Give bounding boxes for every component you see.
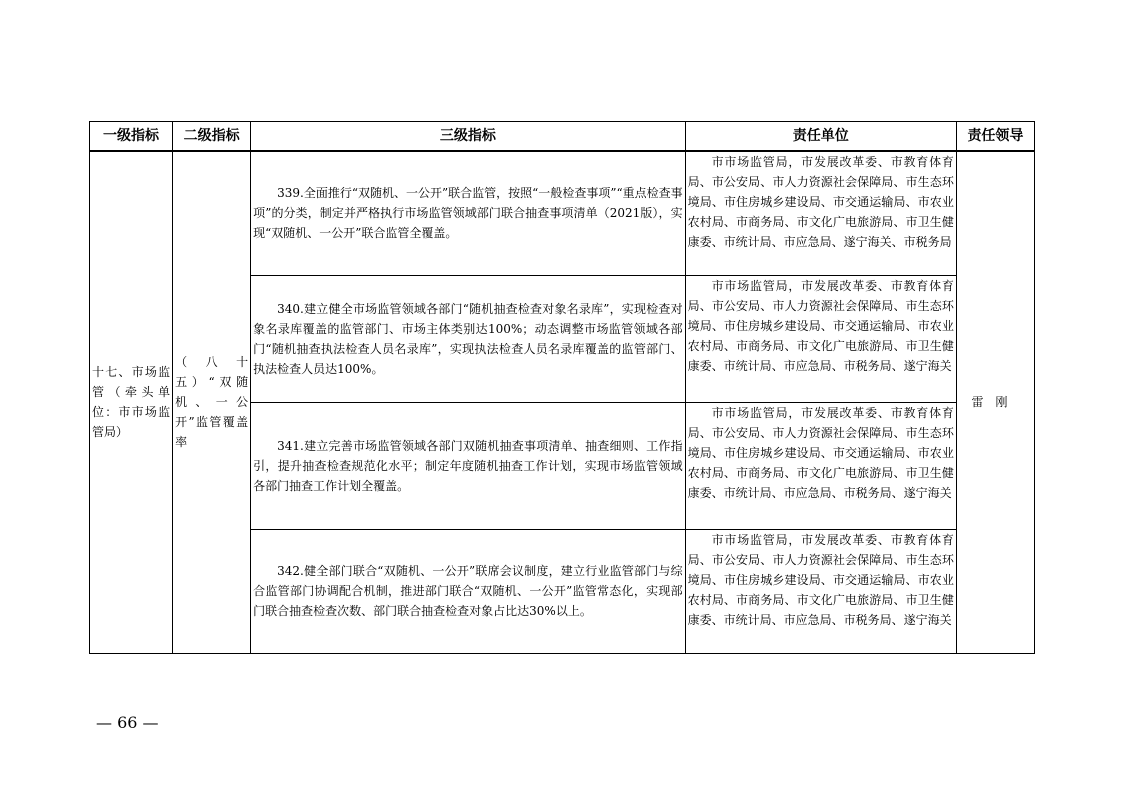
- header-responsible-leader: 责任领导: [956, 122, 1034, 152]
- level1-indicator: 十七、市场监管（牵头单位：市市场监管局）: [90, 151, 173, 653]
- level3-indicator: 342.健全部门联合“双随机、一公开”联席会议制度，建立行业监管部门与综合监管部门协调配合机制，推进部门联合“双随机、一公开”监管常态化，实现部门联合抽查检查次数、部门联合抽查检查对象占比达30%以上。: [251, 529, 685, 653]
- table-header-row: [90, 122, 1035, 152]
- header-responsible-unit: 责任单位: [685, 122, 956, 152]
- header-level3: 三级指标: [251, 122, 685, 152]
- responsible-units: 市市场监管局，市发展改革委、市教育体育局、市公安局、市人力资源社会保障局、市生态环境局、市住房城乡建设局、市交通运输局、市农业农村局、市商务局、市文化广电旅游局、市卫生健康委、市统计局、市应急局、市税务局、遂宁海关: [685, 275, 956, 402]
- level3-indicator: 339.全面推行“双随机、一公开”联合监管，按照“一般检查事项”“重点检查事项”的分类，制定并严格执行市场监管领域部门联合抽查事项清单（2021版），实现“双随机、一公开”联合监管全覆盖。: [251, 151, 685, 275]
- responsible-leader: 雷刚: [956, 151, 1034, 653]
- responsible-units: 市市场监管局，市发展改革委、市教育体育局、市公安局、市人力资源社会保障局、市生态环境局、市住房城乡建设局、市交通运输局、市农业农村局、市商务局、市文化广电旅游局、市卫生健康委、市统计局、市应急局、遂宁海关、市税务局: [685, 151, 956, 275]
- header-level1: 一级指标: [90, 122, 173, 152]
- level3-indicator: 341.建立完善市场监管领域各部门双随机抽查事项清单、抽查细则、工作指引，提升抽查检查规范化水平；制定年度随机抽查工作计划，实现市场监管领域各部门抽查工作计划全覆盖。: [251, 402, 685, 529]
- responsible-units: 市市场监管局，市发展改革委、市教育体育局、市公安局、市人力资源社会保障局、市生态环境局、市住房城乡建设局、市交通运输局、市农业农村局、市商务局、市文化广电旅游局、市卫生健康委、市统计局、市应急局、市税务局、遂宁海关: [685, 529, 956, 653]
- indicator-table: [89, 121, 1035, 654]
- header-level2: 二级指标: [173, 122, 251, 152]
- table-row: [90, 151, 1035, 275]
- level2-indicator: （八十五）“双随机、一公开”监管覆盖率: [173, 151, 251, 653]
- level3-indicator: 340.建立健全市场监管领域各部门“随机抽查检查对象名录库”，实现检查对象名录库覆盖的监管部门、市场主体类别达100%；动态调整市场监管领域各部门“随机抽查执法检查人员名录库”，实现执法检查人员名录库覆盖的监管部门、执法检查人员达100%。: [251, 275, 685, 402]
- page-number: — 66 —: [96, 713, 159, 732]
- responsible-units: 市市场监管局，市发展改革委、市教育体育局、市公安局、市人力资源社会保障局、市生态环境局、市住房城乡建设局、市交通运输局、市农业农村局、市商务局、市文化广电旅游局、市卫生健康委、市统计局、市应急局、市税务局、遂宁海关: [685, 402, 956, 529]
